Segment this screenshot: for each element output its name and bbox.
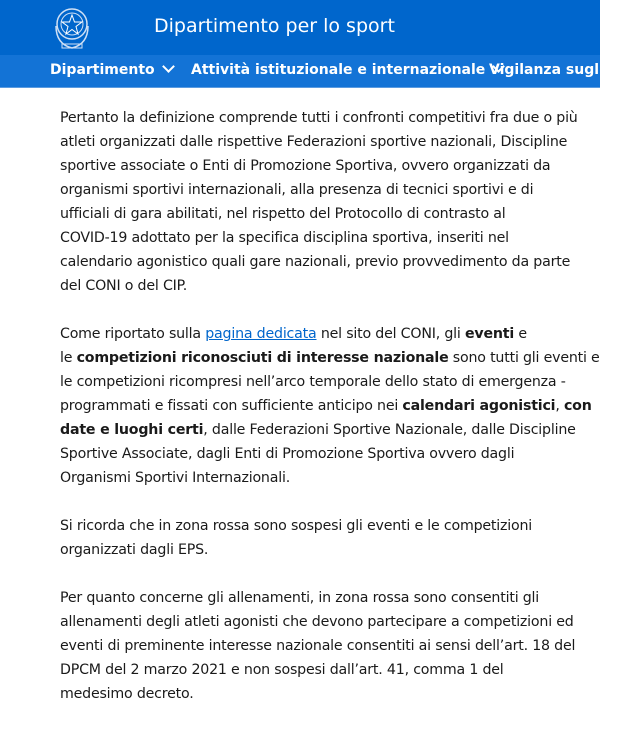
text: medesimo decreto.	[60, 686, 194, 702]
paragraph	[60, 586, 576, 706]
text: programmati e fissati con sufficiente anticipo nei	[60, 398, 403, 414]
text-line	[60, 682, 560, 706]
paragraph	[60, 514, 560, 562]
text-line	[60, 106, 578, 130]
text-line	[60, 394, 592, 418]
paragraph	[60, 322, 600, 490]
text: Sportive Associate, dagli Enti di Promozione Sportiva ovvero dagli	[60, 446, 515, 462]
text: le	[60, 350, 77, 366]
text: Si ricorda che in zona rossa sono sospesi gli eventi e le competizioni	[60, 518, 533, 534]
paragraph	[60, 106, 578, 298]
text: ,	[555, 398, 564, 414]
text: COVID-19 adottato per la specifica disciplina sportiva, inseriti nel	[60, 230, 509, 246]
text: del CONI o del CIP.	[60, 278, 188, 294]
text: nel sito del CONI, gli	[316, 326, 465, 342]
text: eventi di preminente interesse nazionale consentiti ai sensi dell’art. 18 del	[60, 638, 576, 654]
nav-label: Attività istituzionale e internazionale	[191, 62, 486, 78]
text: Come riportato sulla	[60, 326, 206, 342]
text-line	[60, 610, 574, 634]
text-line	[60, 154, 560, 178]
text-line	[60, 202, 560, 226]
text: , dalle Federazioni Sportive Nazionale, dalle Discipline	[203, 422, 576, 438]
text: sono tutti gli eventi e	[448, 350, 600, 366]
text: DPCM del 2 marzo 2021 e non sospesi dall’art. 41, comma 1 del	[60, 662, 504, 678]
text-line	[60, 442, 560, 466]
bold-text: competizioni riconosciuti di interesse nazionale	[76, 350, 449, 366]
text-line	[60, 130, 568, 154]
text: Per quanto concerne gli allenamenti, in zona rossa sono consentiti gli	[60, 590, 540, 606]
text-line	[60, 346, 600, 370]
text-line	[60, 370, 566, 394]
text-line	[60, 322, 560, 346]
nav-item-vigilanza[interactable]	[489, 62, 628, 78]
text-line	[60, 178, 560, 202]
nav-item-attivita[interactable]	[191, 62, 503, 78]
text-line	[60, 418, 576, 442]
text: e	[514, 326, 527, 342]
chevron-down-icon	[162, 60, 175, 73]
text-line	[60, 658, 560, 682]
text: calendario agonistico quali gare nazionali, previo provvedimento da parte	[60, 254, 571, 270]
text-line	[60, 538, 560, 562]
bold-text: eventi	[464, 326, 515, 342]
site-header	[0, 0, 600, 55]
text: le competizioni ricompresi nell’arco temporale dello stato di emergenza -	[60, 374, 566, 390]
text: Organismi Sportivi Internazionali.	[60, 470, 291, 486]
bold-text: date e luoghi certi	[60, 422, 204, 438]
text: ufficiali di gara abilitati, nel rispetto del Protocollo di contrasto al	[60, 206, 506, 222]
nav-item-dipartimento[interactable]	[50, 62, 173, 78]
text-line	[60, 274, 560, 298]
nav-label: Dipartimento	[50, 62, 155, 78]
text-line	[60, 250, 571, 274]
text: atleti organizzati dalle rispettive Federazioni sportive nazionali, Discipline	[60, 134, 568, 150]
text: organismi sportivi internazionali, alla presenza di tecnici sportivi e di	[60, 182, 534, 198]
text-line	[60, 586, 560, 610]
nav-label: Vigilanza sugli en	[489, 62, 628, 78]
pagina-dedicata-link[interactable]: pagina dedicata	[205, 326, 317, 342]
bold-text: con	[563, 398, 592, 414]
text-line	[60, 466, 560, 490]
text: organizzati dagli EPS.	[60, 542, 209, 558]
article-body	[60, 106, 600, 730]
text: sportive associate o Enti di Promozione Sportiva, ovvero organizzati da	[60, 158, 551, 174]
main-nav	[0, 55, 628, 88]
site-title[interactable]: Dipartimento per lo sport	[154, 15, 395, 37]
bold-text: calendari agonistici	[402, 398, 556, 414]
emblem-logo[interactable]	[52, 4, 92, 52]
text-line	[60, 514, 560, 538]
text-line	[60, 634, 576, 658]
text: Pertanto la definizione comprende tutti i confronti competitivi fra due o più	[60, 110, 578, 126]
text: allenamenti degli atleti agonisti che devono partecipare a competizioni ed	[60, 614, 574, 630]
text-line	[60, 226, 560, 250]
